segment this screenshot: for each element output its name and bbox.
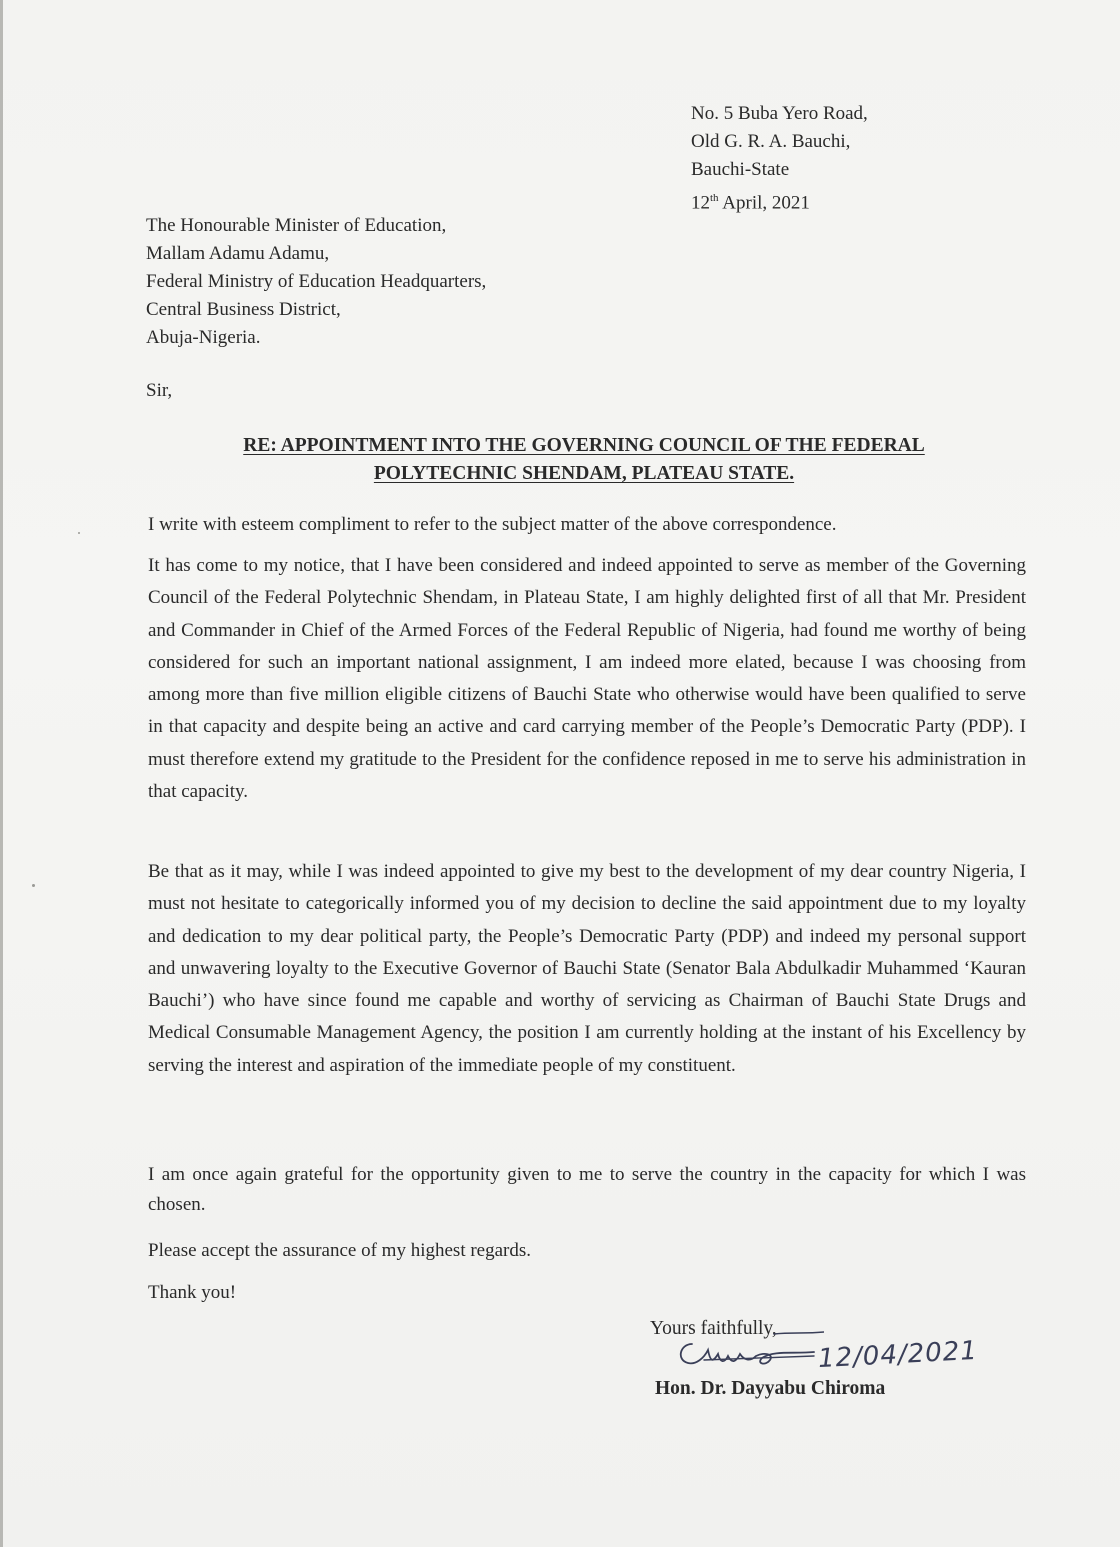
body-paragraph: I am once again grateful for the opportunity given to me to serve the country in the capacity for which I was chosen. bbox=[148, 1164, 1026, 1215]
closing-phrase: Yours faithfully, bbox=[650, 1318, 777, 1339]
sender-address-line: Bauchi-State bbox=[691, 159, 790, 180]
subject-heading bbox=[150, 432, 1018, 488]
signatory-name: Hon. Dr. Dayyabu Chiroma bbox=[655, 1378, 886, 1399]
paper-speck bbox=[78, 532, 80, 534]
body-paragraph: Thank you! bbox=[148, 1282, 237, 1303]
letter-date-day: 12 bbox=[691, 192, 710, 214]
subject-line: POLYTECHNIC SHENDAM, PLATEAU STATE. bbox=[373, 463, 795, 484]
body-paragraph: It has come to my notice, that I have been considered and indeed appointed to serve as member of the Governing Council of the Federal Polytechnic Shendam, in Plateau State, I am highly delighted first of all that Mr. President and Commander in Chief of the Armed Forces of the Federal Republic of Nigeria, had found me worthy of being considered for such an important national assignment, I am indeed more elated, because I was choosing from among more than five million eligible citizens of Bauchi State who otherwise would have been qualified to serve in that capacity and despite being an active and card carrying member of the People’s Democratic Party (PDP). I must therefore extend my gratitude to the President for the confidence reposed in me to serve his administration in that capacity. bbox=[148, 555, 1026, 803]
body-paragraph: Please accept the assurance of my highest regards. bbox=[148, 1240, 532, 1261]
sender-address-line: No. 5 Buba Yero Road, bbox=[691, 103, 868, 124]
recipient-line: Central Business District, bbox=[146, 299, 341, 320]
salutation: Sir, bbox=[146, 380, 173, 401]
body-paragraph: I write with esteem compliment to refer to the subject matter of the above correspondence. bbox=[148, 514, 837, 535]
body-paragraph: Be that as it may, while I was indeed appointed to give my best to the development of my dear country Nigeria, I must not hesitate to categorically informed you of my decision to decline the said appointment due to my loyalty and dedication to my dear political party, the People’s Democratic Party (PDP) and indeed my personal support and unwavering loyalty to the Executive Governor of Bauchi State (Senator Bala Abdulkadir Muhammed ‘Kauran Bauchi’) who have since found me capable and worthy of servicing as Chairman of Bauchi State Drugs and Medical Consumable Management Agency, the position I am currently holding at the instant of his Excellency by serving the interest and aspiration of the immediate people of my constituent. bbox=[148, 861, 1026, 1076]
recipient-line: Mallam Adamu Adamu, bbox=[146, 243, 330, 264]
signature-date: 12/04/2021 bbox=[817, 1335, 979, 1375]
recipient-line: Abuja-Nigeria. bbox=[146, 327, 261, 348]
recipient-address bbox=[146, 212, 486, 352]
handwritten-signature bbox=[674, 1330, 824, 1378]
sender-address bbox=[691, 100, 868, 217]
paper-speck bbox=[32, 884, 35, 887]
letter-date bbox=[691, 184, 868, 217]
sender-address-line: Old G. R. A. Bauchi, bbox=[691, 131, 851, 152]
letter-date-rest: April, 2021 bbox=[718, 192, 810, 214]
recipient-line: Federal Ministry of Education Headquarters, bbox=[146, 271, 487, 292]
letter-date-suffix: th bbox=[710, 192, 719, 204]
subject-line: RE: APPOINTMENT INTO THE GOVERNING COUNCIL OF THE FEDERAL bbox=[243, 435, 925, 456]
recipient-line: The Honourable Minister of Education, bbox=[146, 215, 447, 236]
